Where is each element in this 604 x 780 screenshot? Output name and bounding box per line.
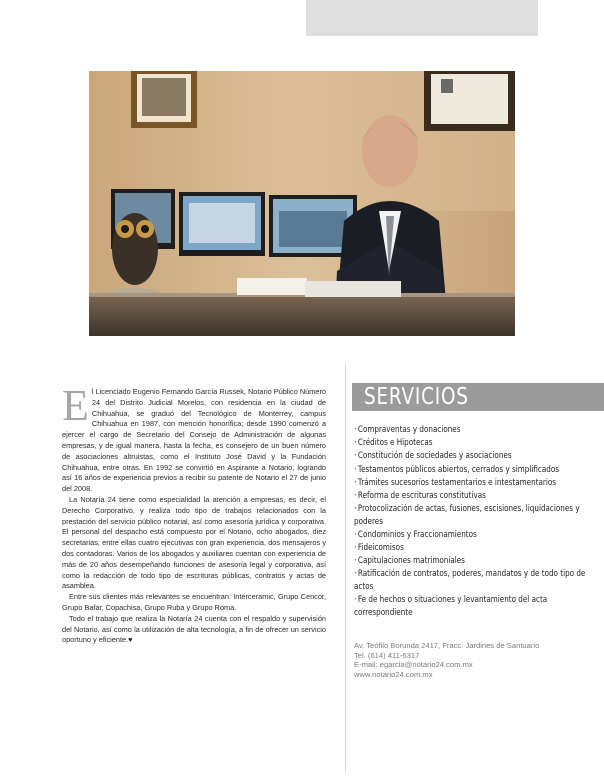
service-item bbox=[354, 593, 597, 618]
article-paragraph-3: Entre sus clientes más relevantes se encuentran: Interceramic, Grupo Cencor, Grupo Bafar, Copachisa, Grupo Ruba y Grupo Roma. bbox=[62, 592, 326, 612]
contact-website[interactable]: www.notario24.com.mx bbox=[354, 670, 433, 680]
service-item bbox=[354, 476, 597, 489]
bullet-icon: • bbox=[354, 465, 358, 473]
service-item-label: Testamentos públicos abiertos, cerrados y simplificados bbox=[357, 463, 560, 474]
service-item-label: Fe de hechos o situaciones y levantamiento del acta correspondiente bbox=[354, 593, 548, 617]
service-item-label: Ratificación de contratos, poderes, mandatos y de todo tipo de actos bbox=[354, 568, 586, 592]
bullet-icon: • bbox=[354, 426, 358, 433]
service-item-label: Condominios y Fraccionamientos bbox=[357, 528, 477, 539]
service-item-label: Fideicomisos bbox=[357, 541, 404, 552]
service-item bbox=[354, 554, 597, 567]
service-item-label: Reforma de escrituras constitutivas bbox=[357, 490, 486, 501]
bullet-icon: • bbox=[354, 595, 358, 603]
notary-office-photo bbox=[89, 71, 515, 336]
service-item-label: Protocolización de actas, fusiones, escisiones, liquidaciones y poderes bbox=[354, 503, 580, 527]
heart-icon: ♥ bbox=[128, 635, 133, 645]
bullet-icon: • bbox=[354, 452, 358, 460]
services-title: SERVICIOS bbox=[364, 384, 469, 410]
service-item bbox=[354, 449, 597, 462]
service-item bbox=[354, 423, 597, 436]
top-color-band bbox=[306, 0, 538, 36]
service-item bbox=[354, 528, 597, 541]
article-body bbox=[62, 381, 326, 646]
bullet-icon: • bbox=[354, 543, 358, 551]
contact-address: Av. Teófilo Borunda 2417, Fracc. Jardines de Santuario bbox=[354, 641, 540, 650]
drop-cap: E bbox=[62, 381, 89, 430]
services-list bbox=[354, 423, 602, 618]
service-item bbox=[354, 541, 597, 554]
bullet-icon: • bbox=[354, 530, 358, 538]
bullet-icon: • bbox=[354, 439, 358, 447]
service-item-label: Capitulaciones matrimoniales bbox=[357, 555, 465, 566]
services-header bbox=[352, 383, 604, 411]
article-paragraph-4: Todo el trabajo que realiza la Notaría 24 cuenta con el respaldo y supervisión del Notario, así como la utilización de alta tecnología, a fin de ofrecer un servicio oportuno y eficiente.♥ bbox=[62, 613, 326, 645]
article-paragraph-2: La Notaría 24 tiene como especialidad la atención a empresas, es decir, el Derecho Corporativo, y realiza todo tipo de trabajos relacionados con la prestación del servicio público notarial, así como asesoría jurídica y corporativa. El personal del despacho está compuesto por el Notario, ocho abogados, diez secretarias, entre ellas cuatro ejecutivas con gran experiencia, dos mensajeros y dos contadoras. Varios de los abogados y auxiliares cuentan con experiencia de más de 20 años desempeñando funciones de asesoría legal y corporativa, así como la redacción de todo tipo de escrituras públicas, contratos y actas de asamblea. bbox=[62, 494, 326, 591]
contact-phone: Tel. (614) 411-6317 bbox=[354, 650, 420, 660]
column-divider bbox=[345, 364, 346, 772]
service-item-label: Trámites sucesorios testamentarios e intestamentarios bbox=[357, 476, 557, 487]
bullet-icon: • bbox=[354, 505, 358, 513]
contact-block bbox=[354, 641, 594, 680]
bullet-icon: • bbox=[354, 492, 358, 500]
service-item bbox=[354, 463, 597, 476]
contact-email[interactable]: E-mail: egarcia@notario24.com.mx bbox=[354, 660, 473, 670]
service-item bbox=[354, 436, 597, 449]
bullet-icon: • bbox=[354, 570, 358, 578]
article-paragraph-1: El Licenciado Eugenio Fernando García Russek, Notario Público Número 24 del Distrito Judicial Morelos, con residencia en la ciudad de Chihuahua, se graduó del Tecnológico de Monterrey, campus Chihuahua en 1987, con mención honorífica; desde 1990 comenzó a ejercer el cargo de Secretario del Consejo de Administración de algunas empresas, y de igual manera, hasta la fecha, es consejero de un buen número de asociaciones altruistas, como el Instituto José David y la Fundación Chihuahua, entre otras. En 1992 se convirtió en Aspirante a Notario, logrando así 16 años de experiencia previos a recibir su patente de Notario el 27 de junio del 2008. bbox=[62, 381, 326, 494]
service-item bbox=[354, 502, 597, 527]
service-item-label: Compraventas y donaciones bbox=[357, 424, 461, 434]
bullet-icon: • bbox=[354, 478, 358, 486]
service-item-label: Créditos e Hipotecas bbox=[357, 437, 433, 448]
service-item-label: Constitución de sociedades y asociaciones bbox=[357, 450, 512, 461]
bullet-icon: • bbox=[354, 557, 358, 565]
service-item bbox=[354, 489, 597, 502]
service-item bbox=[354, 567, 597, 592]
